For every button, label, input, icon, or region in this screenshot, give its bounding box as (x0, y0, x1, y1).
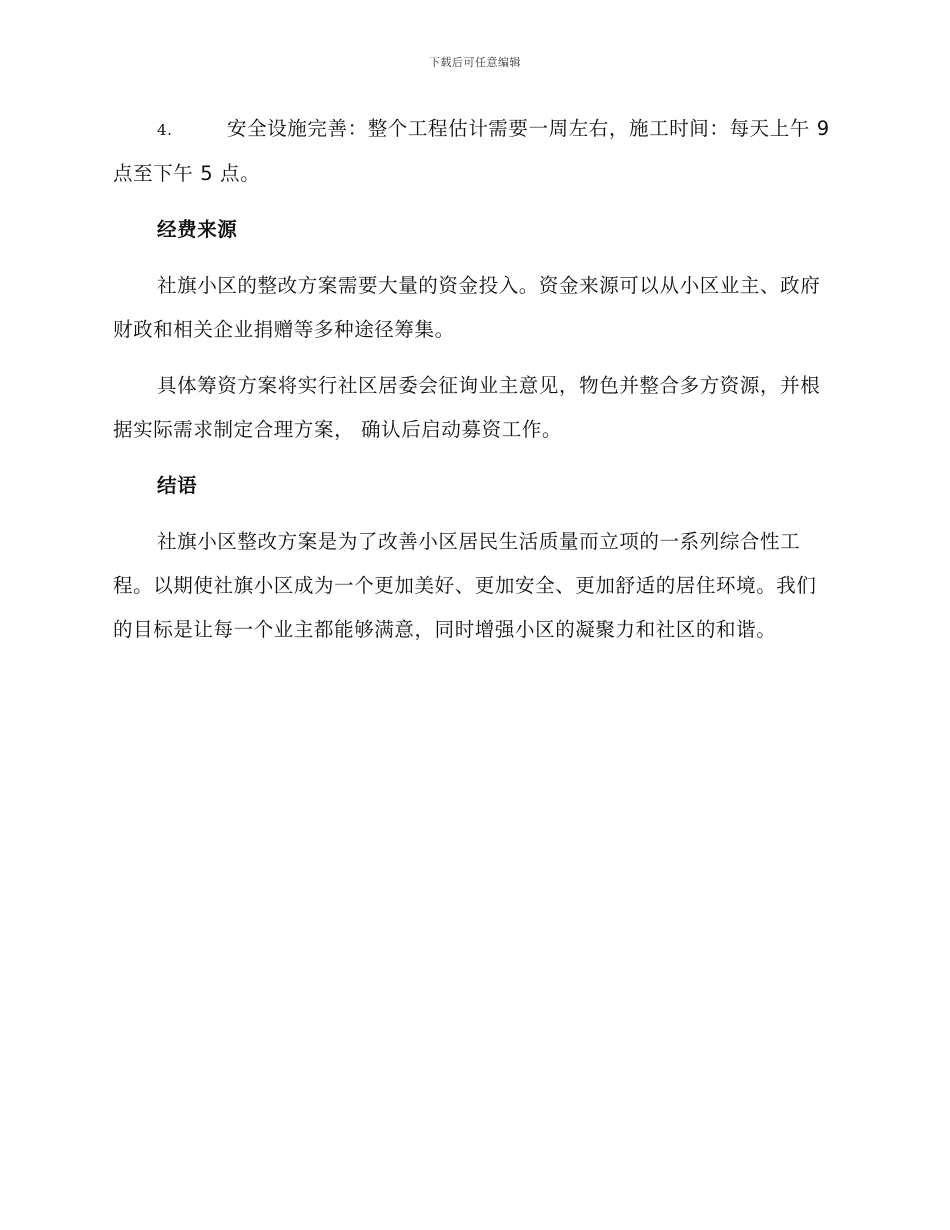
list-item-text: 安全设施完善：整个工程估计需要一周左右，施工时间：每天上午 9 点至下午 5 点。 (113, 117, 830, 185)
section-heading-funding: 经费来源 (157, 218, 238, 241)
list-item-number: 4. (157, 121, 173, 139)
page-header: 下载后可任意编辑 (429, 56, 521, 69)
conclusion-paragraph: 社旗小区整改方案是为了改善小区居民生活质量而立项的一系列综合性工程。以期使社旗小区成为一个更加美好、更加安全、更加舒适的居住环境。我们的目标是让每一个业主都能够满意，同时增强小区的凝聚力和社区的和谐。 (113, 530, 817, 641)
list-item-4 (113, 107, 835, 196)
document-body (113, 107, 835, 664)
section-heading-conclusion: 结语 (157, 474, 198, 497)
funding-paragraph-2: 具体筹资方案将实行社区居委会征询业主意见，物色并整合多方资源，并根据实际需求制定合理方案， 确认后启动募资工作。 (113, 374, 821, 441)
funding-paragraph-1: 社旗小区的整改方案需要大量的资金投入。资金来源可以从小区业主、政府财政和相关企业捐赠等多种途径筹集。 (113, 274, 821, 341)
